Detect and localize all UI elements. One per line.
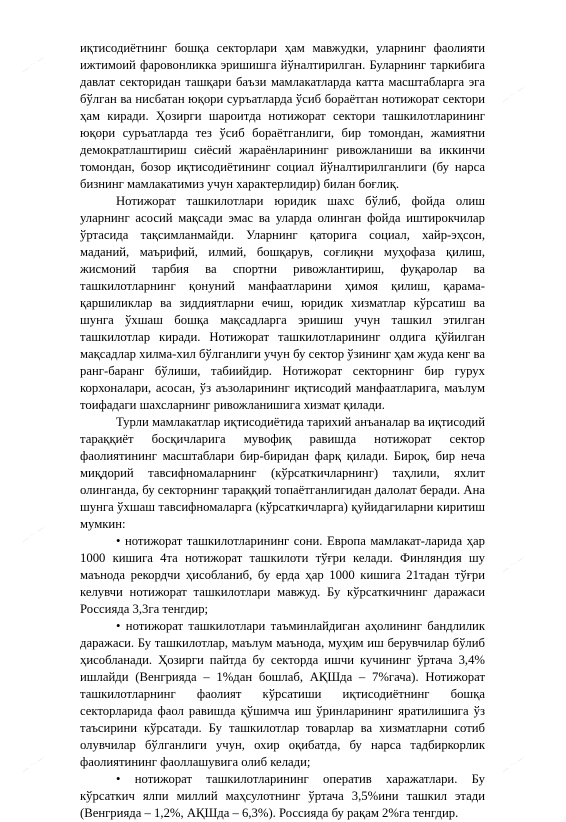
body-text (80, 40, 485, 822)
paragraph: Турли мамлакатлар иқтисодиётида тарихий анъаналар ва иқтисодий тараққиёт босқичларига мувофиқ равишда нотижорат сектор фаолиятининг масштаблари бир-биридан фарқ қилади. Бироқ, бир неча миқдорий тавсифномаларнинг (кўрсаткичларнинг) таҳлили, яхлит олинганда, бу секторнинг тараққий топаётганлигидан далолат беради. Ана шунга ўхшаш тавсифномаларга (кўрсаткичларга) қуйидагиларни киритиш мумкин: (80, 415, 485, 531)
watermark: — ·· — (499, 83, 527, 106)
watermark: — ·· — (19, 523, 47, 546)
bullet-item: • нотижорат ташкилотларининг оператив харажатлари. Бу кўрсаткич ялпи миллий маҳсулотнинг ўртача 3,5%ини ташкил этади (Венгрияда – 1,2%, АҚШда – 6,3%). Россияда бу рақам 2%га тенгдир. (80, 772, 485, 820)
paragraph-continued: иқтисодиётнинг бошқа секторлари ҳам мавжудки, уларнинг фаолияти ижтимоий фаровонликка эришишга йўналтирилган. Буларнинг таркибига давлат секторидан ташқари баъзи мамлакатларда катта масштабларга эга бўлган ва нисбатан юқори суръатларда ўсиб бораётган нотижорат сектори ҳам киради. Ҳозирги шароитда нотижорат сектори ташкилотларининг юқори суръатларда тез ўсиб бораётганлиги, бир томондан, жамиятни демократлаштириш сиёсий жараёнларининг ривожланиши ва иккинчи томондан, бозор иқтисодиётининг социал йўналтирилганлиги (бу нарса бизнинг мамлакатимиз учун характерлидир) билан боғлиқ. (80, 41, 485, 191)
watermark: — ·· — (19, 753, 47, 776)
watermark: — ·· — (499, 753, 527, 776)
bullet-item: • нотижорат ташкилотларининг сони. Европа мамлакат-ларида ҳар 1000 кишига 4та нотижорат ташкилоти тўғри келади. Финляндия шу маънода рекордчи ҳисобланиб, бу ерда ҳар 1000 кишига 21тадан тўғри келувчи нотижорат ташкилотлари мавжуд. Бу кўрсаткичнинг даражаси Россияда 3,3га тенгдир; (80, 534, 485, 616)
bullet-item: • нотижорат ташкилотлари таъминлайдиган аҳолининг бандлилик даражаси. Бу ташкилотлар, маълум маънода, муҳим иш берувчилар бўлиб ҳисобланади. Ҳозирги пайтда бу секторда ишчи кучининг ўртача 3,4% ишлайди (Венгрияда – 1%дан бошлаб, АҚШда – 7%гача). Нотижорат ташкилотларнинг фаолият кўрсатиши иқтисодиётнинг бошқа секторларида фаол равишда қўшимча иш ўринларининг яратилишига ўз таъсирини кўрсатади. Бу ташкилотлар товарлар ва хизматларни сотиб олувчилар бўлганлиги учун, охир оқибатда, бу нарса тадбиркорлик фаолиятининг фаоллашувига олиб келади; (80, 619, 485, 769)
watermark: — ·· — (19, 53, 47, 76)
paragraph: Нотижорат ташкилотлари юридик шахс бўлиб, фойда олиш уларнинг асосий мақсади эмас ва уларда олинган фойда иштирокчилар ўртасида тақсимланмайди. Уларнинг қаторига социал, хайр-эҳсон, маданий, маърифий, илмий, бошқарув, соғлиқни муҳофаза қилиш, жисмоний тарбия ва спортни ривожлантириш, фуқаролар ва ташкилотларнинг қонуний манфаатларини ҳимоя қилиш, қарама-қаршиликлар ва зиддиятларни ечиш, юридик хизматлар кўрсатиш ва шунга ўхшаш бошқа мақсадларга эришиш учун ташкил этилган ташкилотлар киради. Нотижорат ташкилотларининг олдига қўйилган мақсадлар хилма-хил бўлганлиги учун бу сектор ўзининг ҳам жуда кенг ва ранг-баранг бўлиши, табиийдир. Нотижорат секторнинг бир гурух корхоналари, асосан, ўз аъзоларининг иқтисодий манфаатларига, маълум тоифадаги шахсларнинг ривожланишига хизмат қилади. (80, 194, 485, 412)
watermark: — ·· — (499, 553, 527, 576)
